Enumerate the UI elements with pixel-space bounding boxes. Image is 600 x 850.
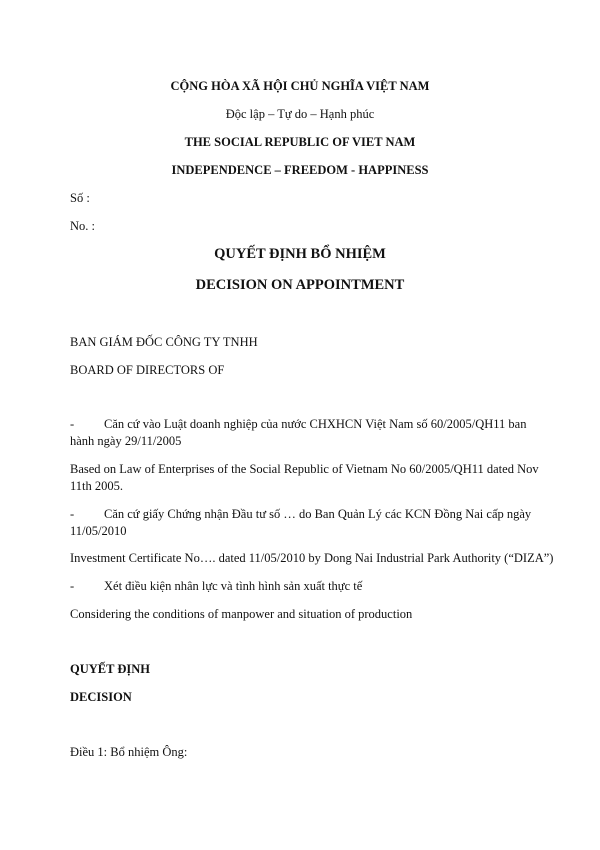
board-vn: BAN GIÁM ĐỐC CÔNG TY TNHH bbox=[70, 335, 258, 349]
basis-3-vn-text: Xét điều kiện nhân lực và tình hình sản xuất thực tế bbox=[104, 579, 363, 593]
bullet-dash: - bbox=[70, 507, 75, 521]
vn-country-heading: CỘNG HÒA XÃ HỘI CHỦ NGHĨA VIỆT NAM bbox=[170, 79, 430, 93]
bullet-dash: - bbox=[70, 417, 75, 431]
vn-motto: Độc lập – Tự do – Hạnh phúc bbox=[225, 107, 375, 121]
basis-3-en: Considering the conditions of manpower and situation of production bbox=[70, 607, 413, 621]
basis-2-en: Investment Certificate No…. dated 11/05/2010 by Dong Nai Industrial Park Authority (“DIZA”) bbox=[70, 551, 554, 565]
en-motto: INDEPENDENCE – FREEDOM - HAPPINESS bbox=[171, 163, 429, 177]
title-vn: QUYẾT ĐỊNH BỔ NHIỆM bbox=[214, 246, 386, 262]
basis-2-vn bbox=[70, 506, 540, 540]
no-number-label: No. : bbox=[70, 219, 95, 233]
title-en: DECISION ON APPOINTMENT bbox=[195, 277, 405, 293]
decision-heading-vn: QUYẾT ĐỊNH bbox=[70, 662, 150, 676]
decision-heading-en: DECISION bbox=[70, 690, 132, 704]
basis-1-vn-text: Căn cứ vào Luật doanh nghiệp của nước CHXHCN Việt Nam số 60/2005/QH11 ban hành ngày 29/11/2005 bbox=[70, 417, 527, 448]
article-1: Điều 1: Bổ nhiệm Ông: bbox=[70, 745, 188, 759]
bullet-dash: - bbox=[70, 579, 75, 593]
en-country-heading: THE SOCIAL REPUBLIC OF VIET NAM bbox=[184, 135, 416, 149]
so-number-label: Số : bbox=[70, 191, 90, 205]
board-en: BOARD OF DIRECTORS OF bbox=[70, 363, 225, 377]
basis-1-en: Based on Law of Enterprises of the Social Republic of Vietnam No 60/2005/QH11 dated Nov 11th 2005. bbox=[70, 462, 539, 493]
basis-2-vn-text: Căn cứ giấy Chứng nhận Đầu tư số … do Ban Quản Lý các KCN Đồng Nai cấp ngày 11/05/2010 bbox=[70, 507, 532, 538]
basis-3-vn bbox=[70, 578, 362, 594]
basis-1-vn bbox=[70, 416, 540, 450]
